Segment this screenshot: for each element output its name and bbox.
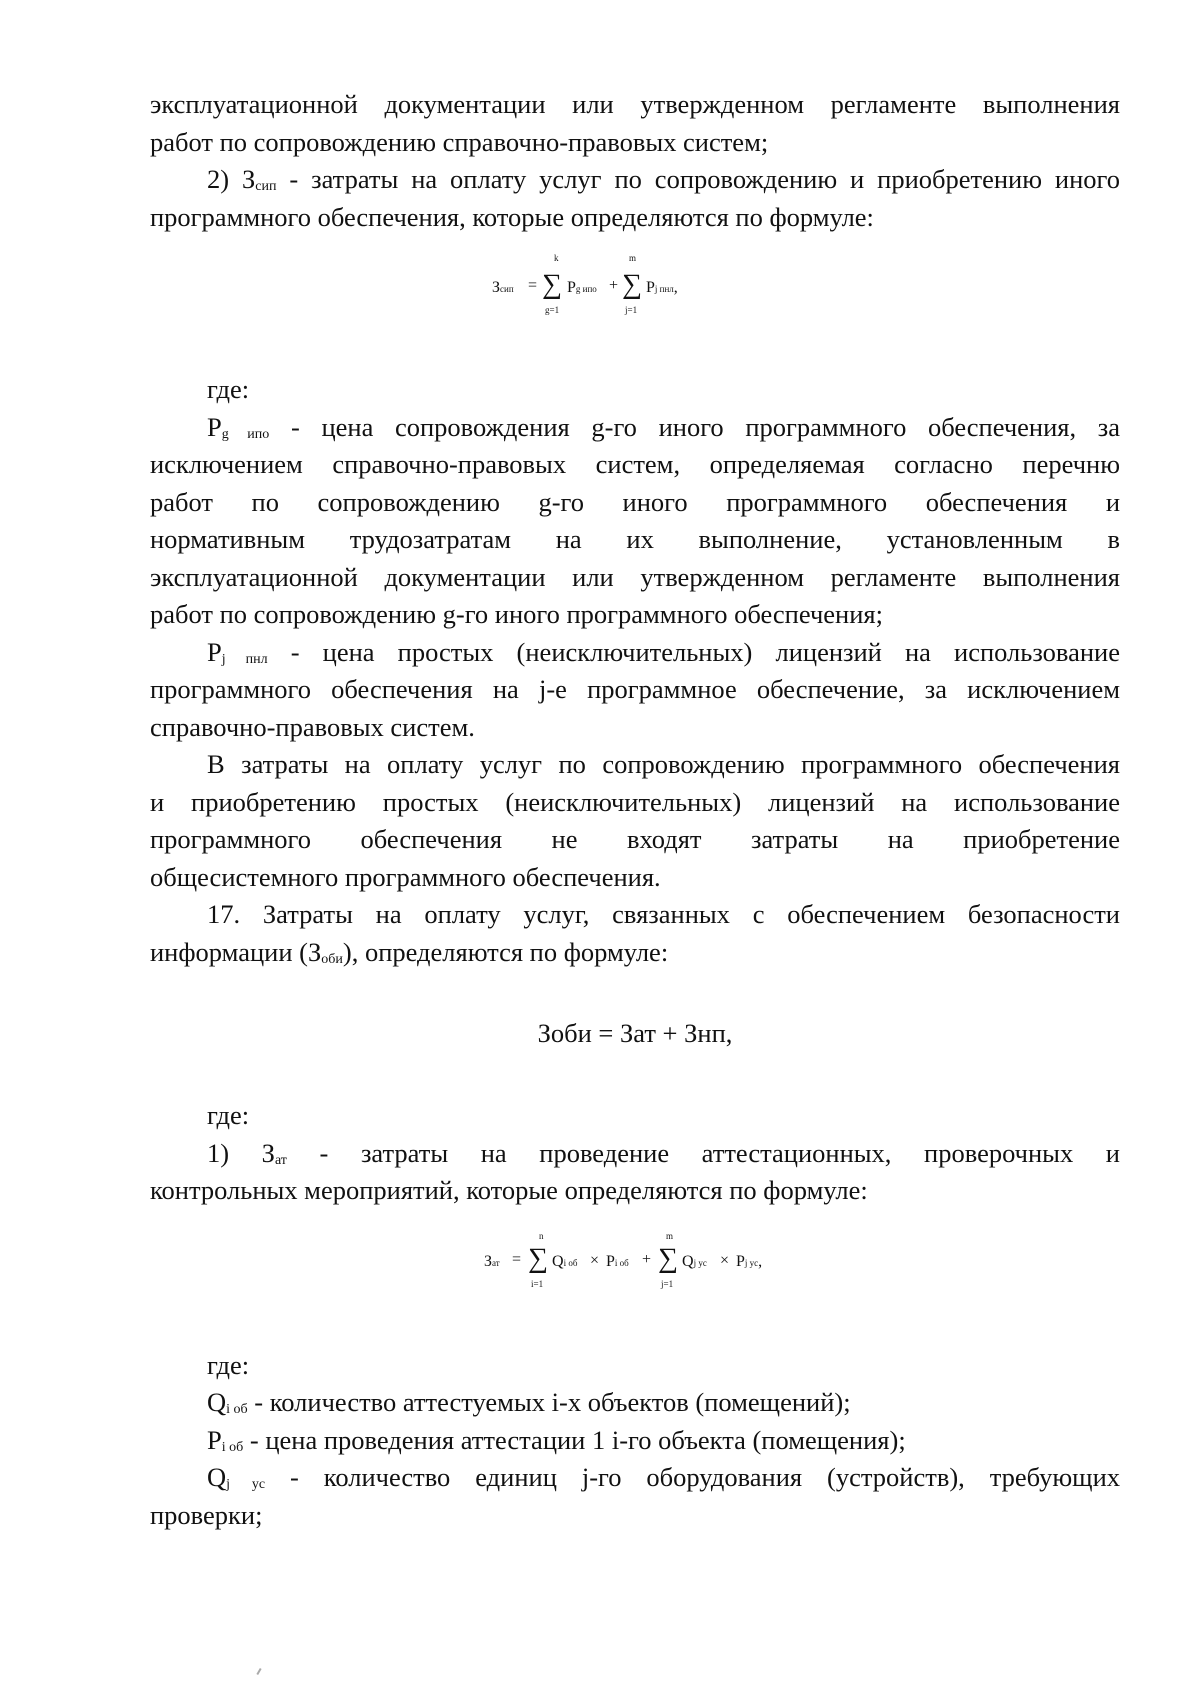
sum-lower-limit: j=1: [661, 1278, 674, 1289]
definition-symbol: P: [207, 636, 222, 667]
where-label: где:: [207, 1100, 250, 1130]
sigma-symbol: ∑: [542, 269, 562, 300]
formula-term-sub: g ипо: [575, 284, 597, 294]
formula-times: ×: [590, 1251, 600, 1269]
formula-lhs-sub: ат: [492, 1257, 500, 1268]
definition-sub: i об: [221, 1439, 244, 1455]
item-17-post: ), определяются по формуле:: [342, 936, 669, 967]
definition-line: работ по сопровождению g-го иного программного обеспечения;: [150, 599, 883, 629]
formula-times: ×: [720, 1251, 730, 1269]
sum-lower-limit: g=1: [545, 305, 560, 315]
definition-line: [150, 1422, 1120, 1460]
definition-line: исключением справочно-правовых систем, определяемая согласно перечню: [150, 449, 1120, 479]
item-2-lead: 2) З: [207, 164, 256, 194]
scan-mark: [256, 1668, 261, 1675]
definition-text: - количество единиц j-го оборудования (устройств), требующих: [265, 1462, 1121, 1492]
formula-term: P: [567, 279, 576, 296]
definition-line: [150, 634, 1120, 672]
definition-sub: j ус: [226, 1477, 266, 1492]
formula-lhs: З: [492, 279, 501, 296]
item-1-sub: ат: [274, 1152, 287, 1168]
item-1-text: - затраты на проведение аттестационных, проверочных и: [286, 1137, 1120, 1168]
item-1-lead: 1) З: [207, 1137, 275, 1168]
definition-line: работ по сопровождению g-го иного программного обеспечения и: [150, 486, 1120, 517]
definition-symbol: P: [207, 1424, 222, 1455]
paragraph-line: работ по сопровождению справочно-правовых систем;: [150, 126, 769, 157]
formula-term-sub: j ус: [693, 1257, 707, 1268]
paragraph-line: и приобретению простых (неисключительных) лицензий на использование: [150, 786, 1120, 817]
item-17-line2: [150, 934, 1120, 972]
sigma-symbol: ∑: [658, 1242, 678, 1274]
formula-term-sub: i об: [563, 1257, 578, 1268]
definition-text: - цена проведения аттестации 1 i-го объекта (помещения);: [243, 1424, 906, 1455]
formula-equals: =: [528, 277, 538, 294]
sum-upper-limit: k: [554, 253, 559, 263]
paragraph-line: общесистемного программного обеспечения.: [150, 861, 661, 892]
paragraph-line: эксплуатационной документации или утвержденном регламенте выполнения: [150, 89, 1120, 119]
definition-sub: g ипо: [221, 426, 270, 442]
formula-term-sub: j ус: [744, 1257, 759, 1268]
item-17-pre: информации (З: [150, 936, 322, 967]
formula-zat: [150, 1232, 1120, 1302]
sum-upper-limit: m: [666, 1230, 674, 1241]
formula-zobi: Зоби = Зат + Знп,: [537, 1018, 733, 1048]
where-label: где:: [207, 1349, 250, 1380]
item-1-line2: контрольных мероприятий, которые определяются по формуле:: [150, 1175, 868, 1205]
definition-symbol: Q: [207, 1387, 227, 1417]
formula-term: P: [736, 1252, 745, 1270]
definition-line: нормативным трудозатратам на их выполнение, установленным в: [150, 524, 1120, 554]
definition-symbol: P: [207, 411, 222, 442]
formula-term: P: [606, 1252, 615, 1270]
formula-lhs-sub: сип: [500, 284, 514, 294]
where-label: где:: [207, 374, 250, 404]
definition-line: проверки;: [150, 1499, 263, 1530]
sigma-symbol: ∑: [528, 1242, 548, 1274]
definition-text: - цена простых (неисключительных) лицензий на использование: [267, 636, 1120, 667]
formula-comma: ,: [673, 279, 678, 296]
paragraph-line: В затраты на оплату услуг по сопровождению программного обеспечения: [207, 749, 1120, 779]
sum-lower-limit: j=1: [625, 305, 638, 315]
formula-equals: =: [512, 1250, 522, 1268]
item-2-text: - затраты на оплату услуг по сопровождению и приобретению иного: [276, 164, 1120, 194]
formula-term: P: [646, 279, 655, 296]
definition-line: справочно-правовых систем.: [150, 711, 475, 742]
definition-line: [150, 1384, 1120, 1422]
formula-zsip: [150, 254, 1120, 328]
definition-line: программного обеспечения на j-е программное обеспечение, за исключением: [150, 674, 1120, 704]
item-2-line1: [150, 161, 1120, 199]
formula-plus: +: [642, 1250, 652, 1268]
paragraph-line: программного обеспечения не входят затраты на приобретение: [150, 824, 1120, 854]
definition-text: - цена сопровождения g-го иного программного обеспечения, за: [269, 411, 1120, 442]
definition-sub: i об: [226, 1402, 248, 1417]
sigma-symbol: ∑: [622, 269, 642, 300]
sum-lower-limit: i=1: [531, 1278, 544, 1289]
formula-term: Q: [682, 1252, 694, 1270]
formula-plus: +: [609, 277, 619, 294]
item-2-sub: сип: [255, 179, 277, 194]
item-17-line1: 17. Затраты на оплату услуг, связанных с обеспечением безопасности: [207, 899, 1120, 929]
sum-upper-limit: m: [629, 253, 637, 263]
definition-sub: j пнл: [221, 651, 268, 667]
definition-line: [150, 409, 1120, 447]
item-1-line1: [150, 1135, 1120, 1173]
formula-term-sub: i об: [614, 1257, 629, 1268]
formula-term-sub: j пнл: [654, 284, 674, 294]
formula-comma: ,: [758, 1252, 763, 1270]
sum-upper-limit: n: [539, 1230, 544, 1241]
item-2-line2: программного обеспечения, которые определяются по формуле:: [150, 201, 874, 232]
definition-line: эксплуатационной документации или утвержденном регламенте выполнения: [150, 561, 1120, 592]
definition-symbol: Q: [207, 1462, 227, 1492]
formula-term: Q: [552, 1252, 564, 1270]
formula-lhs: З: [484, 1252, 493, 1270]
definition-line: [150, 1459, 1120, 1497]
document-body: [150, 86, 1120, 1534]
definition-text: - количество аттестуемых i-х объектов (помещений);: [247, 1387, 851, 1417]
item-17-sub: оби: [321, 951, 343, 967]
